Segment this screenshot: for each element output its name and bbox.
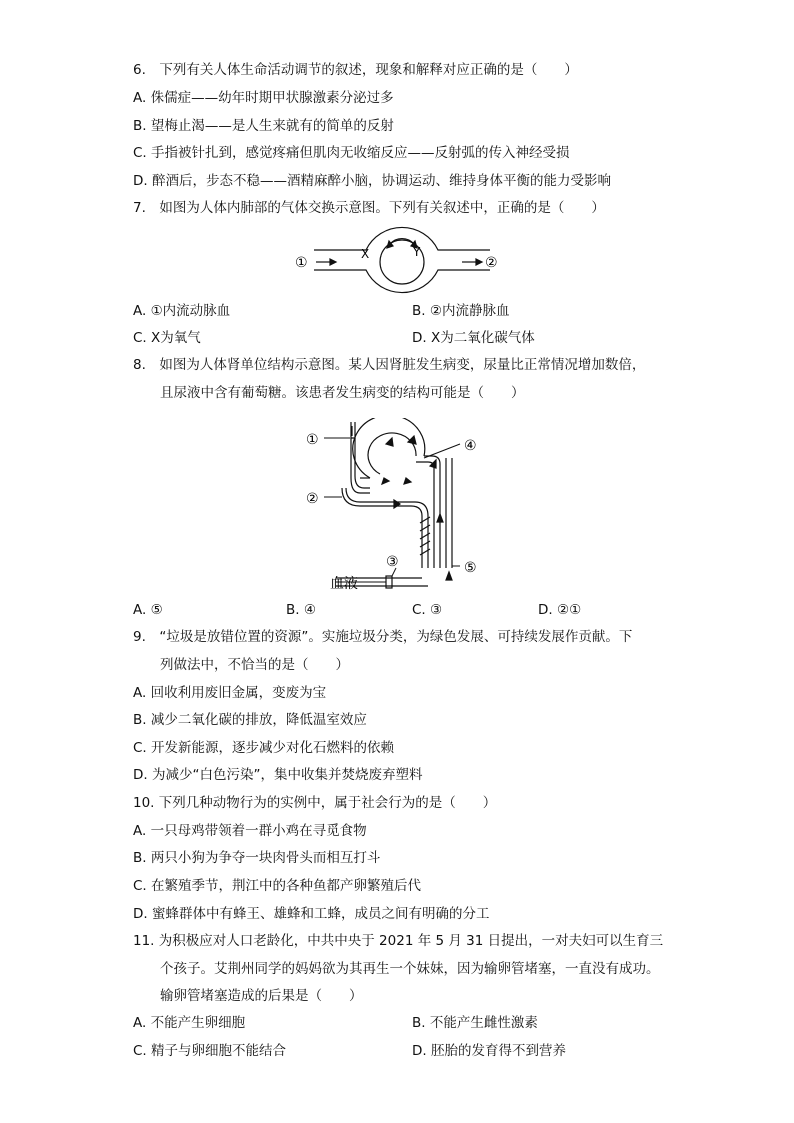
q8-stem-line-1: 8. 如图为人体肾单位结构示意图。某人因肾脏发生病变，尿量比正常情况增加数倍，: [133, 357, 646, 373]
q8-label-4: ④: [464, 438, 477, 454]
q6-option-b: B. 望梅止渴——是人生来就有的简单的反射: [133, 118, 394, 134]
q7-label-y: Y: [413, 245, 421, 259]
q7-stem: 7. 如图为人体内肺部的气体交换示意图。下列有关叙述中，正确的是（ ）: [133, 200, 605, 216]
q8-label-5: ⑤: [464, 560, 477, 576]
q8-label-3: ③: [386, 554, 399, 570]
q9-stem-line-1: 9. “垃圾是放错位置的资源”。实施垃圾分类，为绿色发展、可持续发展作贡献。下: [133, 629, 633, 645]
nephron-diagram: [300, 418, 500, 598]
lung-gas-exchange-diagram: [290, 226, 510, 306]
q11-option-b: B. 不能产生雌性激素: [412, 1015, 538, 1031]
q9-stem-line-2: 列做法中，不恰当的是（ ）: [160, 657, 349, 673]
q7-label-x: X: [361, 247, 370, 261]
q8-option-c: C. ③: [412, 602, 443, 618]
q11-option-d: D. 胚胎的发育得不到营养: [412, 1043, 566, 1059]
q10-option-d: D. 蜜蜂群体中有蜂王、雄蜂和工蜂，成员之间有明确的分工: [133, 906, 490, 922]
q7-label-1: ①: [295, 255, 308, 271]
q9-option-c: C. 开发新能源，逐步减少对化石燃料的依赖: [133, 740, 395, 756]
q6-option-c: C. 手指被针扎到，感觉疼痛但肌肉无收缩反应——反射弧的传入神经受损: [133, 145, 570, 161]
q7-option-c: C. X为氧气: [133, 330, 201, 346]
q9-option-b: B. 减少二氧化碳的排放，降低温室效应: [133, 712, 367, 728]
q11-stem-line-2: 个孩子。艾荆州同学的妈妈欲为其再生一个妹妹，因为输卵管堵塞，一直没有成功。: [160, 961, 660, 977]
q11-option-c: C. 精子与卵细胞不能结合: [133, 1043, 287, 1059]
q7-option-b: B. ②内流静脉血: [412, 303, 510, 319]
q10-option-c: C. 在繁殖季节，荆江中的各种鱼都产卵繁殖后代: [133, 878, 422, 894]
q8-option-b: B. ④: [286, 602, 316, 618]
q11-option-a: A. 不能产生卵细胞: [133, 1015, 246, 1031]
q8-label-1: ①: [306, 432, 319, 448]
q7-label-2: ②: [485, 255, 498, 271]
q10-stem: 10. 下列几种动物行为的实例中，属于社会行为的是（ ）: [133, 795, 497, 811]
q7-option-a: A. ①内流动脉血: [133, 303, 231, 319]
q8-stem-line-2: 且尿液中含有葡萄糖。该患者发生病变的结构可能是（ ）: [160, 385, 525, 401]
q8-label-2: ②: [306, 491, 319, 507]
q10-option-a: A. 一只母鸡带领着一群小鸡在寻觅食物: [133, 823, 367, 839]
q9-option-a: A. 回收利用废旧金属，变废为宝: [133, 685, 327, 701]
q6-stem: 6. 下列有关人体生命活动调节的叙述，现象和解释对应正确的是（ ）: [133, 62, 578, 78]
q8-option-a: A. ⑤: [133, 602, 163, 618]
q11-stem-line-1: 11. 为积极应对人口老龄化，中共中央于 2021 年 5 月 31 日提出，一对夫妇可以生育三: [133, 933, 664, 949]
q10-option-b: B. 两只小狗为争夺一块肉骨头而相互打斗: [133, 850, 381, 866]
q11-stem-line-3: 输卵管堵塞造成的后果是（ ）: [160, 988, 363, 1004]
q7-option-d: D. X为二氧化碳气体: [412, 330, 535, 346]
q9-option-d: D. 为减少“白色污染”，集中收集并焚烧废弃塑料: [133, 767, 423, 783]
q8-option-d: D. ②①: [538, 602, 582, 618]
q6-option-d: D. 醉酒后，步态不稳——酒精麻醉小脑，协调运动、维持身体平衡的能力受影响: [133, 173, 611, 189]
q8-label-blood: 血液: [330, 576, 358, 592]
q6-option-a: A. 侏儒症——幼年时期甲状腺激素分泌过多: [133, 90, 394, 106]
